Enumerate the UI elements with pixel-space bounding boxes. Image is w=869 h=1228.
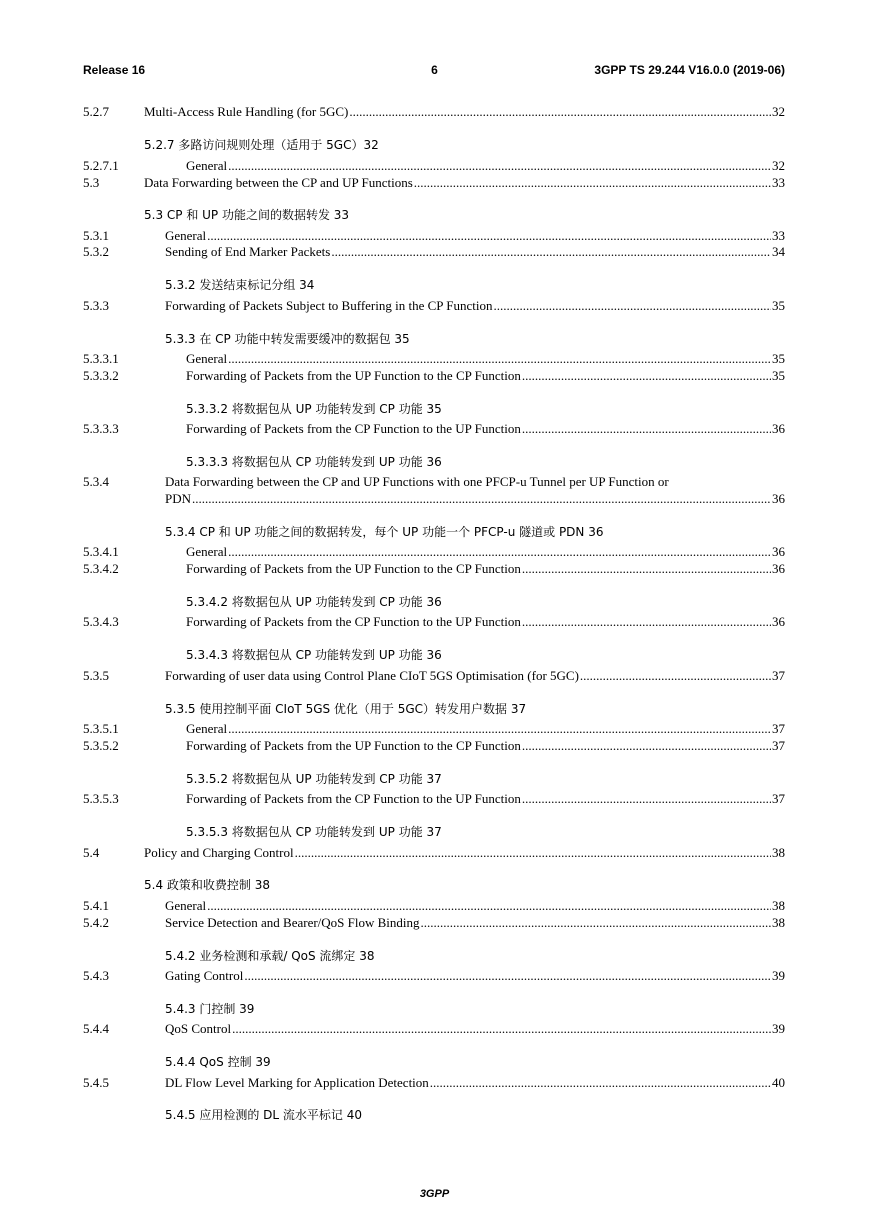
toc-entry[interactable] <box>0 667 869 684</box>
toc-leader-dots <box>421 914 771 931</box>
toc-title[interactable]: Data Forwarding between the CP and UP Functions <box>144 175 413 190</box>
toc-page: 33 <box>772 175 785 190</box>
toc-number: 5.3.4.3 <box>83 614 119 629</box>
toc-translation: 5.3.5.2 将数据包从 UP 功能转发到 CP 功能 37 <box>186 772 442 786</box>
toc-title-line1[interactable]: Data Forwarding between the CP and UP Functions with one PFCP-u Tunnel per UP Function or <box>165 474 669 489</box>
header-spec-id: 3GPP TS 29.244 V16.0.0 (2019-06) <box>594 63 785 77</box>
toc-page: 36 <box>772 421 785 436</box>
toc-title[interactable]: QoS Control <box>165 1021 232 1036</box>
toc-page: 37 <box>772 721 785 736</box>
toc-entry[interactable] <box>0 543 869 560</box>
toc-translation: 5.3.4.3 将数据包从 CP 功能转发到 UP 功能 36 <box>186 648 442 662</box>
toc-leader-dots <box>228 543 771 560</box>
toc-leader-dots <box>522 737 771 754</box>
toc-entry[interactable] <box>0 157 869 174</box>
toc-number: 5.3 <box>83 175 100 190</box>
toc-number: 5.3.4 <box>83 474 109 489</box>
toc-title[interactable]: DL Flow Level Marking for Application Detection <box>165 1075 429 1090</box>
toc-translation: 5.4.4 QoS 控制 39 <box>165 1055 271 1069</box>
toc-leader-dots <box>228 350 771 367</box>
toc-title[interactable]: Forwarding of Packets from the CP Function to the UP Function <box>186 421 521 436</box>
toc-translation: 5.3.3.3 将数据包从 CP 功能转发到 UP 功能 36 <box>186 455 442 469</box>
toc-number: 5.4.5 <box>83 1075 109 1090</box>
toc-title[interactable]: Forwarding of Packets from the UP Function to the CP Function <box>186 561 521 576</box>
toc-page: 35 <box>772 298 785 313</box>
toc-translation: 5.3.2 发送结束标记分组 34 <box>165 278 315 292</box>
toc-translation: 5.2.7 多路访问规则处理（适用于 5GC）32 <box>144 138 379 152</box>
toc-number: 5.3.3.1 <box>83 351 119 366</box>
toc-number: 5.3.5.2 <box>83 738 119 753</box>
toc-title[interactable]: General <box>186 158 228 173</box>
toc-leader-dots <box>522 367 771 384</box>
toc-leader-dots <box>522 613 771 630</box>
toc-leader-dots <box>522 420 771 437</box>
toc-number: 5.3.4.1 <box>83 544 119 559</box>
toc-title[interactable]: Service Detection and Bearer/QoS Flow Binding <box>165 915 420 930</box>
toc-title[interactable]: Forwarding of Packets from the UP Function to the CP Function <box>186 738 521 753</box>
toc-leader-dots <box>244 967 771 984</box>
toc-page: 37 <box>772 791 785 806</box>
toc-page: 35 <box>772 368 785 383</box>
toc-entry[interactable] <box>0 790 869 807</box>
toc-leader-dots <box>414 174 771 191</box>
toc-number: 5.3.3 <box>83 298 109 313</box>
toc-leader-dots <box>580 667 771 684</box>
toc-leader-dots <box>349 103 771 120</box>
toc-title[interactable]: General <box>186 721 228 736</box>
toc-leader-dots <box>522 790 771 807</box>
toc-number: 5.4.1 <box>83 898 109 913</box>
toc-number: 5.3.5 <box>83 668 109 683</box>
toc-page: 32 <box>772 158 785 173</box>
toc-number: 5.3.1 <box>83 228 109 243</box>
toc-leader-dots <box>207 897 771 914</box>
toc-entry[interactable] <box>0 420 869 437</box>
toc-entry[interactable] <box>0 174 869 191</box>
toc-entry[interactable] <box>0 720 869 737</box>
toc-title[interactable]: Multi-Access Rule Handling (for 5GC) <box>144 104 349 119</box>
toc-translation: 5.3.4 CP 和 UP 功能之间的数据转发，每个 UP 功能一个 PFCP-u 隧道或 PDN 36 <box>165 525 604 539</box>
toc-entry[interactable] <box>0 897 869 914</box>
header-page-number: 6 <box>431 63 438 77</box>
toc-entry[interactable] <box>0 844 869 861</box>
toc-number: 5.4.4 <box>83 1021 109 1036</box>
toc-translation: 5.4.5 应用检测的 DL 流水平标记 40 <box>165 1108 362 1122</box>
toc-number: 5.3.2 <box>83 244 109 259</box>
toc-translation: 5.4.3 门控制 39 <box>165 1002 255 1016</box>
toc-translation: 5.3.5 使用控制平面 CIoT 5GS 优化（用于 5GC）转发用户数据 37 <box>165 702 527 716</box>
toc-number: 5.2.7 <box>83 104 109 119</box>
header-release: Release 16 <box>83 63 146 77</box>
toc-page: 37 <box>772 738 785 753</box>
toc-entry[interactable] <box>0 350 869 367</box>
toc-entry[interactable] <box>0 1074 869 1091</box>
toc-page: 36 <box>772 614 785 629</box>
toc-leader-dots <box>494 297 772 314</box>
toc-number: 5.4.3 <box>83 968 109 983</box>
toc-number: 5.3.4.2 <box>83 561 119 576</box>
toc-title[interactable]: Forwarding of Packets Subject to Buffering in the CP Function <box>165 298 493 313</box>
toc-title[interactable]: General <box>165 228 207 243</box>
toc-page: 36 <box>772 491 785 506</box>
toc-entry-continuation[interactable] <box>0 490 869 507</box>
toc-number: 5.3.5.1 <box>83 721 119 736</box>
toc-leader-dots <box>192 490 771 507</box>
toc-entry[interactable] <box>0 914 869 931</box>
toc-page: 38 <box>772 898 785 913</box>
toc-page: 35 <box>772 351 785 366</box>
toc-page: 34 <box>772 244 785 259</box>
toc-title[interactable]: Forwarding of user data using Control Plane CIoT 5GS Optimisation (for 5GC) <box>165 668 579 683</box>
toc-leader-dots <box>331 243 771 260</box>
page-footer: 3GPP <box>419 1188 450 1200</box>
toc-entry[interactable] <box>0 967 869 984</box>
toc-title[interactable]: General <box>186 544 228 559</box>
toc-translation: 5.4.2 业务检测和承载/ QoS 流绑定 38 <box>165 949 375 963</box>
toc-page: 32 <box>772 104 785 119</box>
toc-page: 37 <box>772 668 785 683</box>
toc-translation: 5.3.3.2 将数据包从 UP 功能转发到 CP 功能 35 <box>186 402 442 416</box>
toc-title[interactable]: Sending of End Marker Packets <box>165 244 331 259</box>
toc-leader-dots <box>228 157 771 174</box>
toc-title[interactable]: Forwarding of Packets from the CP Function to the UP Function <box>186 791 521 806</box>
toc-entry[interactable] <box>0 560 869 577</box>
toc-leader-dots <box>228 720 771 737</box>
toc-title[interactable]: General <box>165 898 207 913</box>
toc-leader-dots <box>430 1074 771 1091</box>
toc-entry[interactable] <box>0 227 869 244</box>
toc-page: 38 <box>772 845 785 860</box>
toc-leader-dots <box>207 227 771 244</box>
toc-title[interactable]: Forwarding of Packets from the UP Function to the CP Function <box>186 368 521 383</box>
toc-title[interactable]: Gating Control <box>165 968 244 983</box>
toc-entry[interactable] <box>0 473 869 490</box>
toc-number: 5.3.3.3 <box>83 421 119 436</box>
toc-entry[interactable] <box>0 243 869 260</box>
toc-number: 5.2.7.1 <box>83 158 119 173</box>
toc-title[interactable]: General <box>186 351 228 366</box>
toc-number: 5.3.3.2 <box>83 368 119 383</box>
toc-number: 5.4.2 <box>83 915 109 930</box>
toc-title[interactable]: Policy and Charging Control <box>144 845 294 860</box>
toc-entry[interactable] <box>0 367 869 384</box>
toc-translation: 5.3 CP 和 UP 功能之间的数据转发 33 <box>144 208 350 222</box>
toc-title[interactable]: PDN <box>165 491 192 506</box>
toc-entry[interactable] <box>0 297 869 314</box>
toc-page: 36 <box>772 561 785 576</box>
toc-entry[interactable] <box>0 737 869 754</box>
toc-number: 5.4 <box>83 845 100 860</box>
toc-number: 5.3.5.3 <box>83 791 119 806</box>
toc-leader-dots <box>295 844 771 861</box>
toc-entry[interactable] <box>0 613 869 630</box>
toc-page: 39 <box>772 1021 785 1036</box>
toc-page: 33 <box>772 228 785 243</box>
toc-leader-dots <box>522 560 771 577</box>
toc-translation: 5.4 政策和收费控制 38 <box>144 878 270 892</box>
toc-title[interactable]: Forwarding of Packets from the CP Function to the UP Function <box>186 614 521 629</box>
toc-entry[interactable] <box>0 103 869 120</box>
toc-page: 39 <box>772 968 785 983</box>
toc-translation: 5.3.3 在 CP 功能中转发需要缓冲的数据包 35 <box>165 332 410 346</box>
toc-page: 38 <box>772 915 785 930</box>
toc-translation: 5.3.4.2 将数据包从 UP 功能转发到 CP 功能 36 <box>186 595 442 609</box>
toc-entry[interactable] <box>0 1020 869 1037</box>
toc-page: 40 <box>772 1075 785 1090</box>
toc-page: 36 <box>772 544 785 559</box>
toc-leader-dots <box>232 1020 771 1037</box>
toc-translation: 5.3.5.3 将数据包从 CP 功能转发到 UP 功能 37 <box>186 825 442 839</box>
